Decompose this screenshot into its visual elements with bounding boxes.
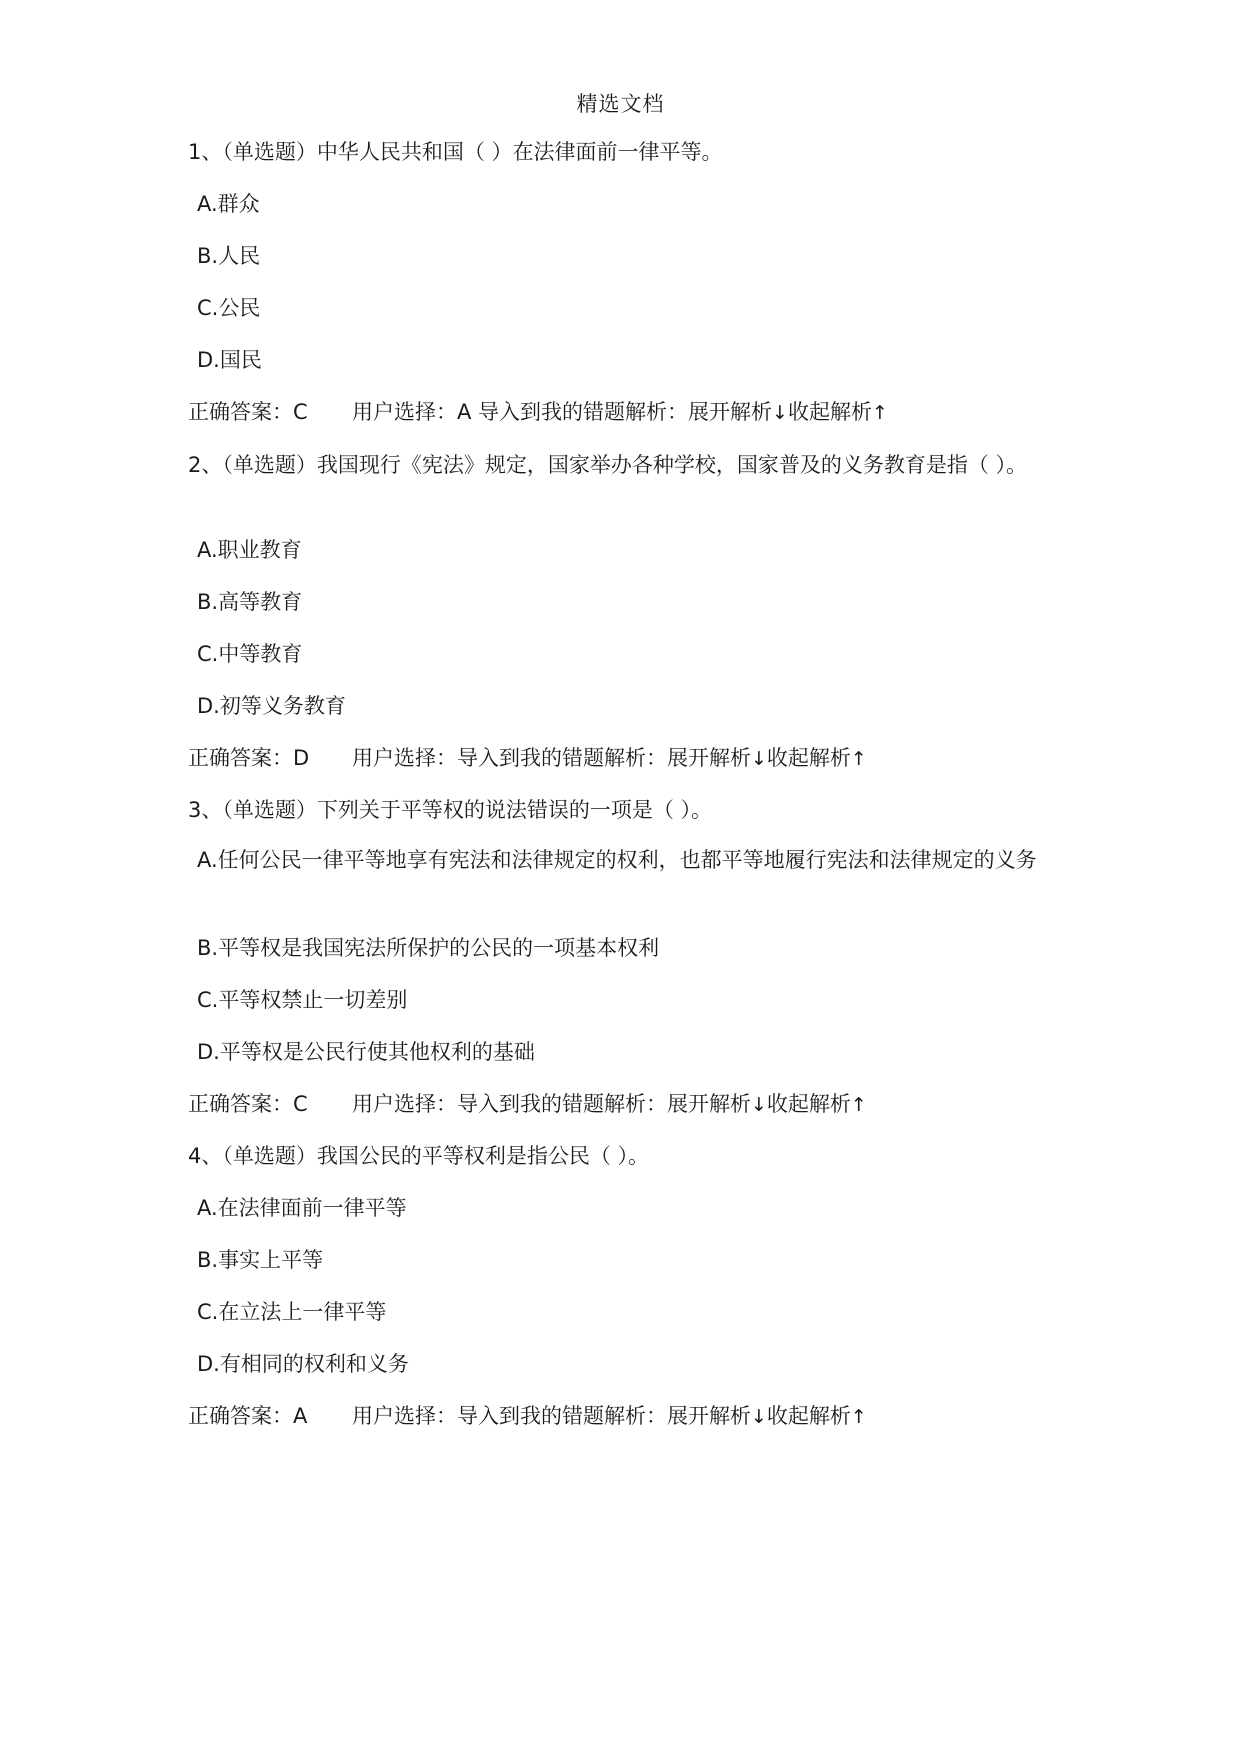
question-title: 4、（单选题）我国公民的平等权利是指公民（ ）。: [188, 1144, 650, 1168]
answer-row: [188, 743, 867, 774]
question-title: 3、（单选题）下列关于平等权的说法错误的一项是（ ）。: [188, 798, 713, 822]
question-title: 2、（单选题）我国现行《宪法》规定，国家举办各种学校，国家普及的义务教育是指（ ）。: [188, 453, 1028, 477]
option-b: B.人民: [197, 244, 261, 268]
collapse-arrow-icon[interactable]: ↑: [850, 1094, 867, 1116]
option-a: A.任何公民一律平等地享有宪法和法律规定的权利，也都平等地履行宪法和法律规定的义务: [197, 848, 1037, 872]
correct-answer: 正确答案：D: [188, 746, 310, 770]
option-d: D.有相同的权利和义务: [197, 1352, 409, 1376]
option-b: B.事实上平等: [197, 1248, 324, 1272]
option-a: A.群众: [197, 192, 260, 216]
page-header: 精选文档: [576, 92, 665, 116]
option-a: A.在法律面前一律平等: [197, 1196, 407, 1220]
user-choice: 用户选择：A 导入到我的错题解析：展开解析: [352, 400, 773, 424]
option-d: D.初等义务教育: [197, 694, 346, 718]
user-choice: 用户选择：导入到我的错题解析：展开解析: [352, 746, 751, 770]
correct-answer: 正确答案：A: [188, 1404, 308, 1428]
collapse-analysis-link[interactable]: 收起解析: [787, 400, 872, 424]
collapse-analysis-link[interactable]: 收起解析: [766, 746, 851, 770]
expand-arrow-icon[interactable]: ↓: [751, 1406, 767, 1428]
option-c: C.中等教育: [197, 642, 303, 666]
answer-row: [188, 397, 888, 428]
answer-row: [188, 1089, 867, 1120]
correct-answer: 正确答案：C: [188, 1092, 308, 1116]
option-b: B.高等教育: [197, 590, 303, 614]
expand-arrow-icon[interactable]: ↓: [751, 748, 767, 770]
collapse-analysis-link[interactable]: 收起解析: [766, 1404, 851, 1428]
expand-arrow-icon[interactable]: ↓: [772, 402, 788, 424]
collapse-arrow-icon[interactable]: ↑: [871, 402, 888, 424]
user-choice: 用户选择：导入到我的错题解析：展开解析: [352, 1092, 751, 1116]
option-c: C.平等权禁止一切差别: [197, 988, 408, 1012]
collapse-arrow-icon[interactable]: ↑: [850, 748, 867, 770]
question-title: 1、（单选题）中华人民共和国（ ）在法律面前一律平等。: [188, 140, 723, 164]
option-d: D.平等权是公民行使其他权利的基础: [197, 1040, 535, 1064]
answer-row: [188, 1401, 867, 1432]
user-choice: 用户选择：导入到我的错题解析：展开解析: [352, 1404, 751, 1428]
expand-arrow-icon[interactable]: ↓: [751, 1094, 767, 1116]
option-c: C.在立法上一律平等: [197, 1300, 387, 1324]
option-a: A.职业教育: [197, 538, 302, 562]
option-c: C.公民: [197, 296, 261, 320]
collapse-analysis-link[interactable]: 收起解析: [766, 1092, 851, 1116]
collapse-arrow-icon[interactable]: ↑: [850, 1406, 867, 1428]
option-d: D.国民: [197, 348, 262, 372]
option-b: B.平等权是我国宪法所保护的公民的一项基本权利: [197, 936, 660, 960]
correct-answer: 正确答案：C: [188, 400, 308, 424]
